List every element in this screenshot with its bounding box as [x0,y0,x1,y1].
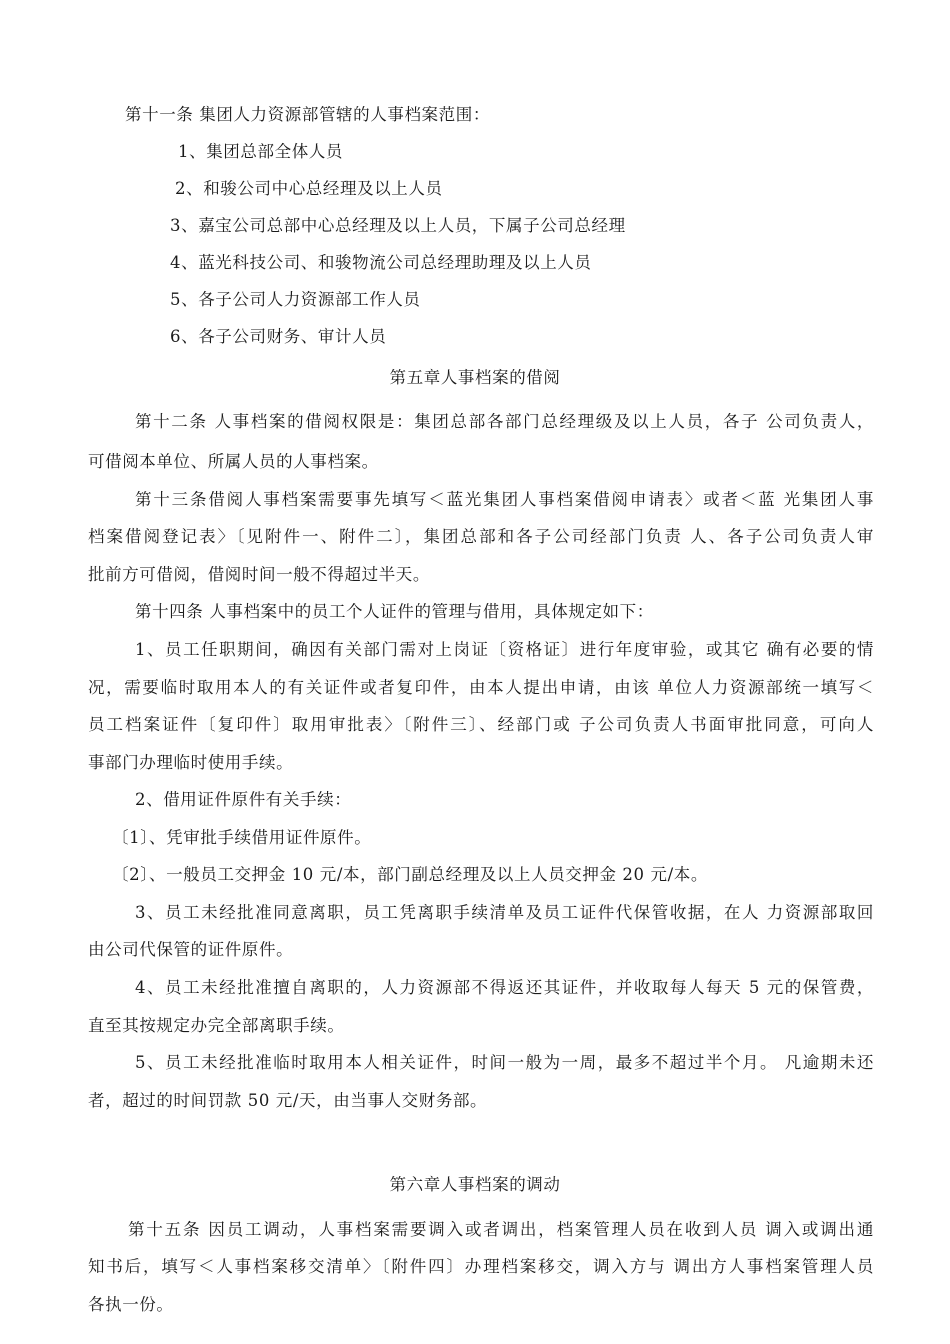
chapter-5-heading: 第五章人事档案的借阅 [389,368,561,387]
item-2-sub-2: 〔2〕、一般员工交押金 10 元/本，部门副总经理及以上人员交押金 20 元/本。 [112,865,708,884]
article-11-item-4: 4、蓝光科技公司、和骏物流公司总经理助理及以上人员 [170,253,592,272]
item-2-sub-1: 〔1〕、凭审批手续借用证件原件。 [112,828,372,847]
item-5-line-1: 5、员工未经批准临时取用本人相关证件，时间一般为一周，最多不超过半个月。 凡逾期未还 [135,1053,874,1072]
item-1-line-3: 员工档案证件〔复印件〕取用审批表〉〔附件三〕、经部门或 子公司负责人书面审批同意，可向人 [88,715,874,734]
item-4-line-1: 4、员工未经批准擅自离职的，人力资源部不得返还其证件，并收取每人每天 5 元的保管费， [135,978,874,997]
chapter-6-heading: 第六章人事档案的调动 [389,1175,561,1194]
item-3-line-1: 3、员工未经批准同意离职，员工凭离职手续清单及员工证件代保管收据，在人 力资源部取回 [135,903,874,922]
item-1-line-4: 事部门办理临时使用手续。 [88,753,294,772]
article-11-item-5: 5、各子公司人力资源部工作人员 [170,290,421,309]
article-15-line-3: 各执一份。 [88,1295,174,1314]
article-13-line-1: 第十三条借阅人事档案需要事先填写＜蓝光集团人事档案借阅申请表〉或者＜蓝 光集团人事 [135,490,874,509]
article-12-line-1: 第十二条 人事档案的借阅权限是：集团总部各部门总经理级及以上人员，各子 公司负责人， [135,412,874,431]
article-11-item-1: 1、集团总部全体人员 [178,142,343,161]
item-1-line-2: 况，需要临时取用本人的有关证件或者复印件，由本人提出申请，由该 单位人力资源部统一填写＜ [88,678,874,697]
article-13-line-2: 档案借阅登记表〉〔见附件一、附件二〕，集团总部和各子公司经部门负责 人、各子公司负责人审 [88,527,874,546]
item-3-line-2: 由公司代保管的证件原件。 [88,940,294,959]
article-13-line-3: 批前方可借阅，借阅时间一般不得超过半天。 [88,565,430,584]
item-4-line-2: 直至其按规定办完全部离职手续。 [88,1016,345,1035]
article-11-item-6: 6、各子公司财务、审计人员 [170,327,387,346]
item-2-title: 2、借用证件原件有关手续： [135,790,352,809]
article-12-line-2: 可借阅本单位、所属人员的人事档案。 [88,452,379,471]
article-14-title: 第十四条 人事档案中的员工个人证件的管理与借用，具体规定如下： [135,602,654,621]
article-11-title: 第十一条 集团人力资源部管辖的人事档案范围： [125,105,490,124]
article-11-item-3: 3、嘉宝公司总部中心总经理及以上人员，下属子公司总经理 [170,216,626,235]
article-15-line-2: 知书后，填写＜人事档案移交清单〉〔附件四〕办理档案移交，调入方与 调出方人事档案管理人员 [88,1257,874,1276]
article-15-line-1: 第十五条 因员工调动，人事档案需要调入或者调出，档案管理人员在收到人员 调入或调出通 [128,1220,874,1239]
item-5-line-2: 者，超过的时间罚款 50 元/天，由当事人交财务部。 [88,1091,488,1110]
article-11-item-2: 2、和骏公司中心总经理及以上人员 [175,179,443,198]
item-1-line-1: 1、员工任职期间，确因有关部门需对上岗证〔资格证〕进行年度审验，或其它 确有必要的情 [135,640,874,659]
